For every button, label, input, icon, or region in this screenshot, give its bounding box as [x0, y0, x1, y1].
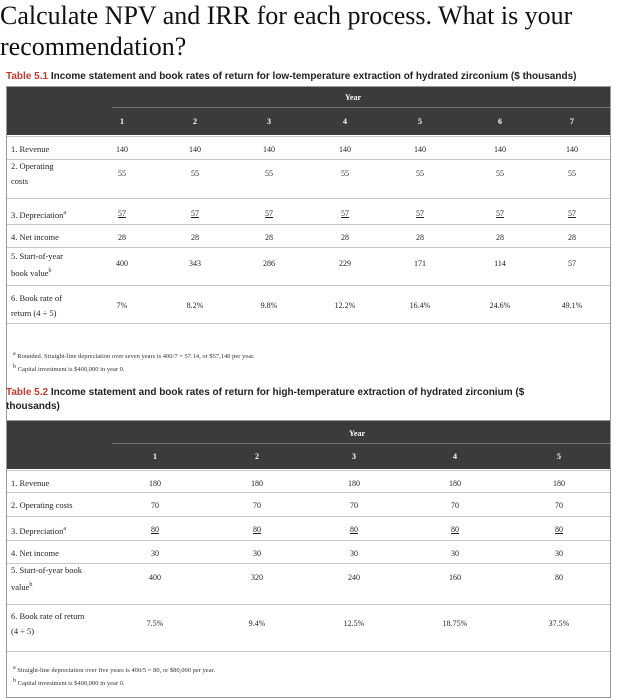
table1-cell: 57: [118, 209, 126, 218]
table1-cell: 140: [339, 145, 351, 154]
table1-cell: 28: [191, 233, 199, 242]
table1-notes: [13, 349, 255, 375]
table2-cell: 9.4%: [248, 619, 266, 628]
table1-cell: 57: [416, 209, 424, 218]
table1-row-label-6: 6. Book rate of return (4 ÷ 5): [11, 293, 62, 318]
table2-cell: 320: [251, 573, 263, 582]
table2-note-a: $^a$ Straight-line depreciation over five years is 400/5 = 80, or $80,000 per year.: [13, 665, 216, 675]
table1-year-col-6: 6: [498, 117, 502, 126]
table2-cell: 30: [253, 549, 261, 558]
table1-cell: 55: [191, 169, 199, 178]
table1-year-header: Year: [345, 93, 361, 102]
question-line-1: Calculate NPV and IRR for each process. What is your: [0, 1, 573, 30]
table1-caption: [6, 70, 611, 84]
table1-cell: 55: [496, 169, 504, 178]
table2-figure: [6, 420, 611, 698]
table2-year-col-2: 2: [255, 452, 259, 461]
table2-cell: 180: [348, 479, 360, 488]
table1-cell: 171: [414, 259, 426, 268]
table2-year-col-1: 1: [153, 452, 157, 461]
table1-cell: 57: [568, 209, 576, 218]
table1-cell: 28: [341, 233, 349, 242]
table2-row-divider: [7, 492, 610, 493]
table1-cell: 55: [265, 169, 273, 178]
table1-figure: [6, 86, 611, 426]
table1-year-col-5: 5: [418, 117, 422, 126]
table2-cell: 12.5%: [343, 619, 365, 628]
table1-year-col-1: 1: [120, 117, 124, 126]
table1-cell: 49.1%: [561, 301, 583, 310]
table1-cell: 55: [568, 169, 576, 178]
table2-cell: 80: [253, 525, 261, 534]
table1-cell: 57: [496, 209, 504, 218]
table1-header: [7, 87, 610, 135]
table1-cell: 16.4%: [409, 301, 431, 310]
table2-cell: 18.75%: [442, 619, 468, 628]
table2-cell: 70: [451, 501, 459, 510]
table1-cell: 140: [494, 145, 506, 154]
table2-row-label-6: 6. Book rate of return (4 ÷ 5): [11, 611, 85, 636]
table2-cell: 180: [553, 479, 565, 488]
table2-year-col-5: 5: [557, 452, 561, 461]
table1-note-a: $^a$ Rounded. Straight-line depreciation over seven years is 400/7 = 57.14, or $57,140 per year.: [13, 351, 255, 361]
table2-row-divider: [7, 651, 610, 652]
table2-cell: 400: [149, 573, 161, 582]
table1-cell: 12.2%: [334, 301, 356, 310]
question-text: [0, 0, 617, 62]
table2-cell: 160: [449, 573, 461, 582]
table1-row-divider: [7, 247, 610, 248]
table1-cell: 55: [341, 169, 349, 178]
table1-cell: 57: [568, 259, 576, 268]
table1-row-label-1: 1. Revenue: [11, 144, 50, 154]
table2-caption: [6, 386, 596, 414]
table2-cell: 70: [555, 501, 563, 510]
table2-row-label-2: 2. Operating costs: [11, 500, 73, 510]
table2-row-divider: [7, 470, 610, 471]
table1-row-divider: [7, 323, 610, 324]
table1-cell: 28: [496, 233, 504, 242]
table1-cell: 9.8%: [260, 301, 278, 310]
table2-row-label-5: 5. Start-of-year book value$^b$: [11, 565, 83, 592]
table1-cell: 140: [116, 145, 128, 154]
table1-row-label-2: 2. Operating costs: [11, 161, 54, 186]
table1-cell: 55: [416, 169, 424, 178]
table2-year-header: Year: [349, 429, 365, 438]
table2-cell: 70: [253, 501, 261, 510]
table1-cell: 140: [189, 145, 201, 154]
table1-title: Income statement and book rates of return for low-temperature extraction of hydrated zirconium ($ thousands): [50, 71, 577, 82]
table1-cell: 286: [263, 259, 275, 268]
table1-year-col-2: 2: [193, 117, 197, 126]
table2-cell: 180: [251, 479, 263, 488]
table1-cell: 57: [191, 209, 199, 218]
table1-row-label-4: 4. Net income: [11, 232, 59, 242]
table1-cell: 7%: [116, 301, 128, 310]
table2-year-col-3: 3: [352, 452, 356, 461]
table2-row-label-1: 1. Revenue: [11, 478, 50, 488]
table2-row-divider: [7, 540, 610, 541]
table1-cell: 229: [339, 259, 351, 268]
table1-row-divider: [7, 224, 610, 225]
table2-cell: 30: [151, 549, 159, 558]
table2-cell: 7.5%: [146, 619, 164, 628]
table2-cell: 70: [350, 501, 358, 510]
table2-cell: 240: [348, 573, 360, 582]
table2-cell: 80: [555, 573, 563, 582]
table1-cell: 140: [566, 145, 578, 154]
table1-row-divider: [7, 285, 610, 286]
table1-label: Table 5.1: [6, 71, 49, 82]
table1-row-divider: [7, 136, 610, 137]
table1-cell: 28: [118, 233, 126, 242]
table2-row-label-4: 4. Net income: [11, 548, 59, 558]
table2-cell: 80: [451, 525, 459, 534]
table2-cell: 180: [449, 479, 461, 488]
table2-cell: 37.5%: [548, 619, 570, 628]
table2-note-b: $^b$ Capital investment is $400,000 in year 0.: [13, 678, 125, 688]
table2-cell: 80: [350, 525, 358, 534]
table2-cell: 180: [149, 479, 161, 488]
table2-cell: 30: [350, 549, 358, 558]
table1-note-b: $^b$ Capital investment is $400,000 in year 0.: [13, 364, 125, 374]
table1-row-label-5: 5. Start-of-year book value$^b$: [11, 251, 63, 278]
table1-row-label-3: 3. Depreciation$^a$: [11, 209, 67, 220]
table1-cell: 57: [265, 209, 273, 218]
table2-notes: [13, 663, 215, 689]
question-line-2: recommendation?: [0, 32, 187, 61]
table1-year-col-3: 3: [267, 117, 271, 126]
table1-cell: 400: [116, 259, 128, 268]
table2-row-label-3: 3. Depreciation$^a$: [11, 525, 67, 536]
table1-cell: 140: [263, 145, 275, 154]
table1-cell: 28: [416, 233, 424, 242]
table2-header: [7, 421, 610, 469]
table1-row-divider: [7, 198, 610, 199]
table1-cell: 24.6%: [489, 301, 511, 310]
table2-cell: 70: [151, 501, 159, 510]
table2-cell: 80: [151, 525, 159, 534]
table2-cell: 30: [555, 549, 563, 558]
table1-cell: 57: [341, 209, 349, 218]
table1-cell: 8.2%: [186, 301, 204, 310]
table2-row-divider: [7, 563, 610, 564]
table1-cell: 55: [118, 169, 126, 178]
table1-year-col-7: 7: [570, 117, 574, 126]
table1-cell: 28: [568, 233, 576, 242]
table1-cell: 28: [265, 233, 273, 242]
table2-cell: 80: [555, 525, 563, 534]
table1-cell: 114: [494, 259, 506, 268]
table2-year-col-4: 4: [453, 452, 457, 461]
table2-title-line1: Income statement and book rates of return for high-temperature extraction of hydrated zirconium ($: [50, 387, 525, 398]
table1-cell: 140: [414, 145, 426, 154]
table2-label: Table 5.2: [6, 387, 49, 398]
table1-cell: 343: [189, 259, 201, 268]
table2-title-line2: thousands): [6, 401, 60, 412]
table1-year-col-4: 4: [343, 117, 347, 126]
table2-row-divider: [7, 604, 610, 605]
table2-row-divider: [7, 516, 610, 517]
table1-row-divider: [7, 159, 610, 160]
table2-cell: 30: [451, 549, 459, 558]
